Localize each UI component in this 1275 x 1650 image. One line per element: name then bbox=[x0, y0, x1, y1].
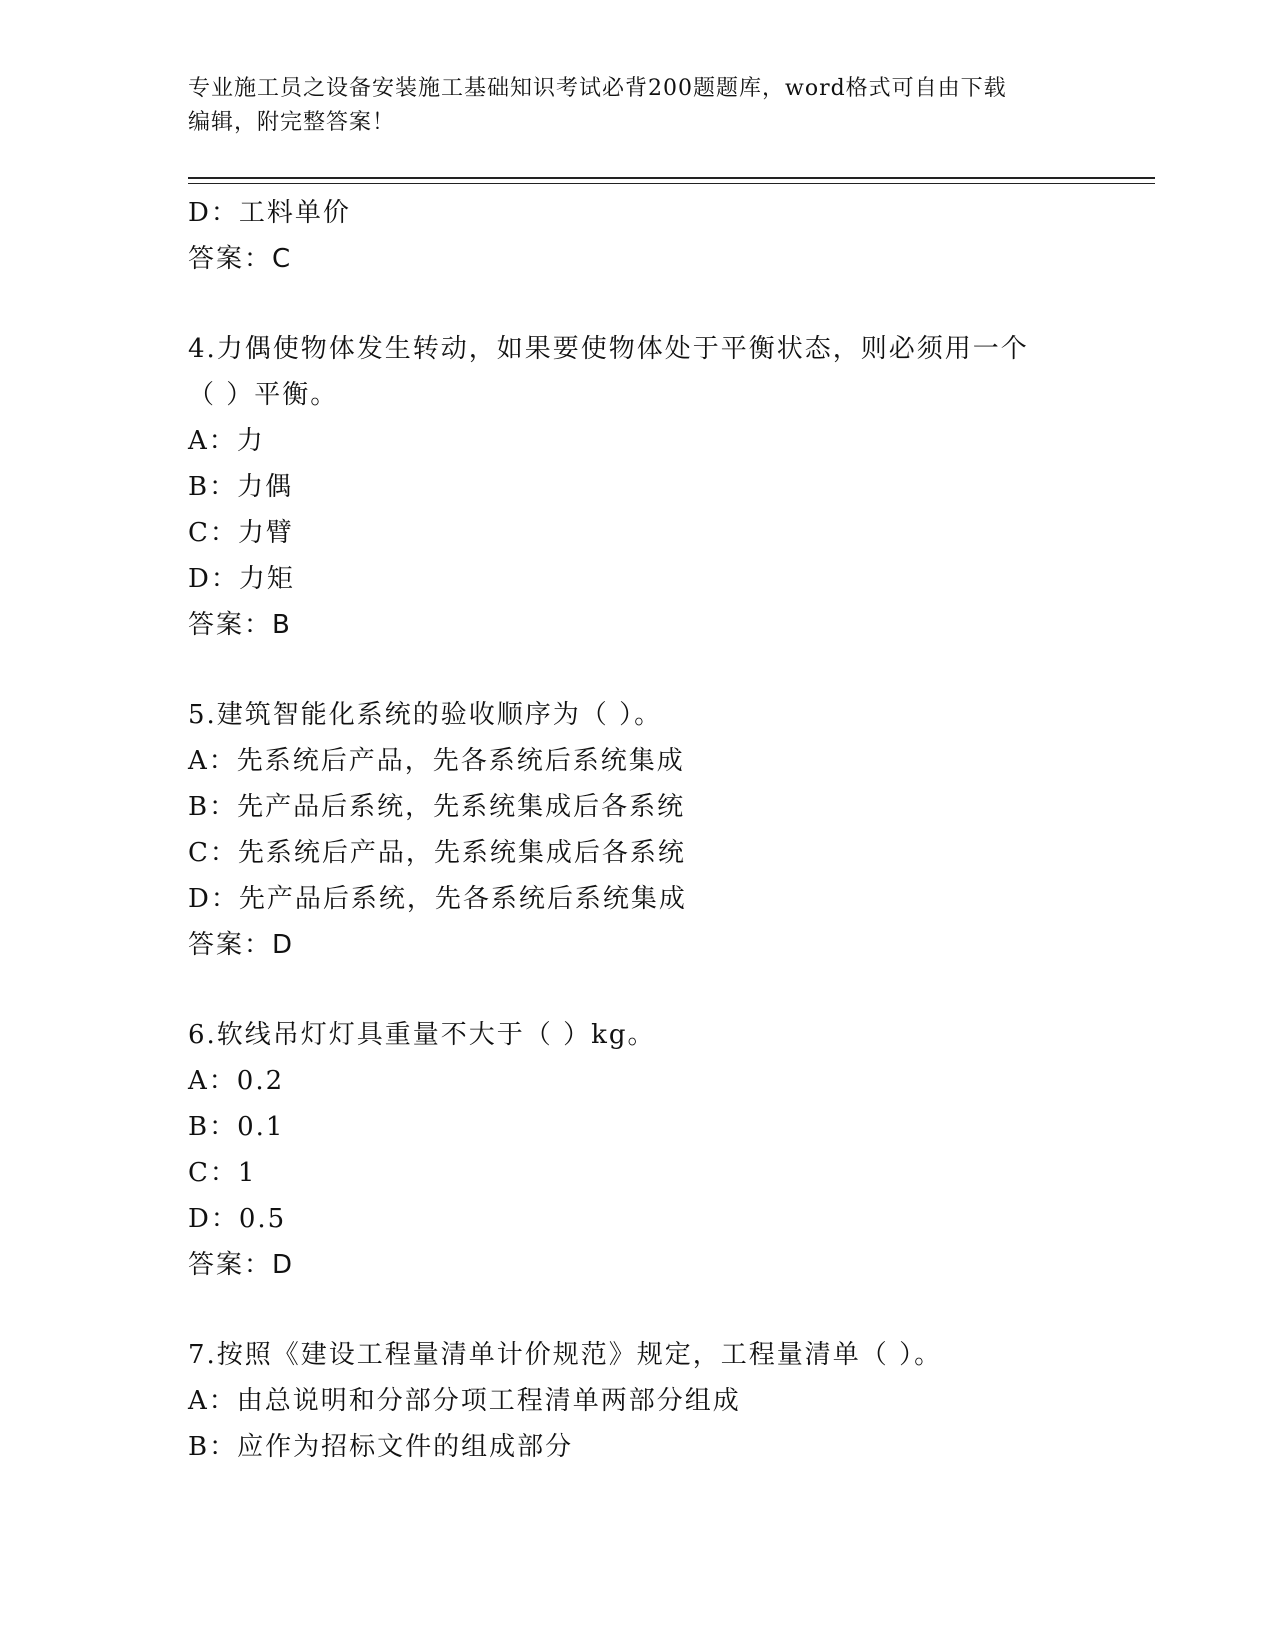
question-5 bbox=[188, 692, 1088, 968]
option-c: C：力臂 bbox=[188, 518, 294, 548]
option-b: B：应作为招标文件的组成部分 bbox=[188, 1432, 574, 1462]
page-header bbox=[188, 72, 1088, 140]
answer-line: 答案：D bbox=[188, 930, 295, 960]
option-b: B：先产品后系统，先系统集成后各系统 bbox=[188, 792, 686, 822]
option-c: C：1 bbox=[188, 1158, 257, 1188]
question-4 bbox=[188, 326, 1088, 648]
answer-line: 答案：D bbox=[188, 1250, 295, 1280]
option-a: A：由总说明和分部分项工程清单两部分组成 bbox=[188, 1386, 741, 1416]
option-c: C：先系统后产品，先系统集成后各系统 bbox=[188, 838, 686, 868]
option-d: D：工料单价 bbox=[188, 198, 351, 228]
option-a: A：先系统后产品，先各系统后系统集成 bbox=[188, 746, 685, 776]
answer-line: 答案：C bbox=[188, 244, 293, 274]
question-6 bbox=[188, 1012, 1088, 1288]
header-rule-thin bbox=[188, 183, 1155, 184]
header-rule-thick bbox=[188, 177, 1155, 179]
option-d: D：0.5 bbox=[188, 1204, 287, 1234]
question-stem: 7.按照《建设工程量清单计价规范》规定，工程量清单（ ）。 bbox=[188, 1340, 943, 1370]
option-b: B：力偶 bbox=[188, 472, 294, 502]
option-d: D：先产品后系统，先各系统后系统集成 bbox=[188, 884, 687, 914]
answer-line: 答案：B bbox=[188, 610, 292, 640]
question-stem: （ ）平衡。 bbox=[188, 380, 339, 410]
option-a: A：力 bbox=[188, 426, 265, 456]
question-7 bbox=[188, 1332, 1088, 1470]
header-line-2: 编辑，附完整答案！ bbox=[188, 110, 396, 135]
option-a: A：0.2 bbox=[188, 1066, 285, 1096]
question-stem: 4.力偶使物体发生转动，如果要使物体处于平衡状态，则必须用一个 bbox=[188, 334, 1029, 364]
question-stem: 6.软线吊灯灯具重量不大于（ ）kg。 bbox=[188, 1020, 656, 1050]
option-d: D：力矩 bbox=[188, 564, 295, 594]
option-b: B：0.1 bbox=[188, 1112, 285, 1142]
question-stem: 5.建筑智能化系统的验收顺序为（ ）。 bbox=[188, 700, 663, 730]
question-list bbox=[188, 190, 1088, 1470]
header-line-1: 专业施工员之设备安装施工基础知识考试必背200题题库，word格式可自由下载 bbox=[188, 76, 1007, 101]
question-3-tail bbox=[188, 190, 1088, 282]
